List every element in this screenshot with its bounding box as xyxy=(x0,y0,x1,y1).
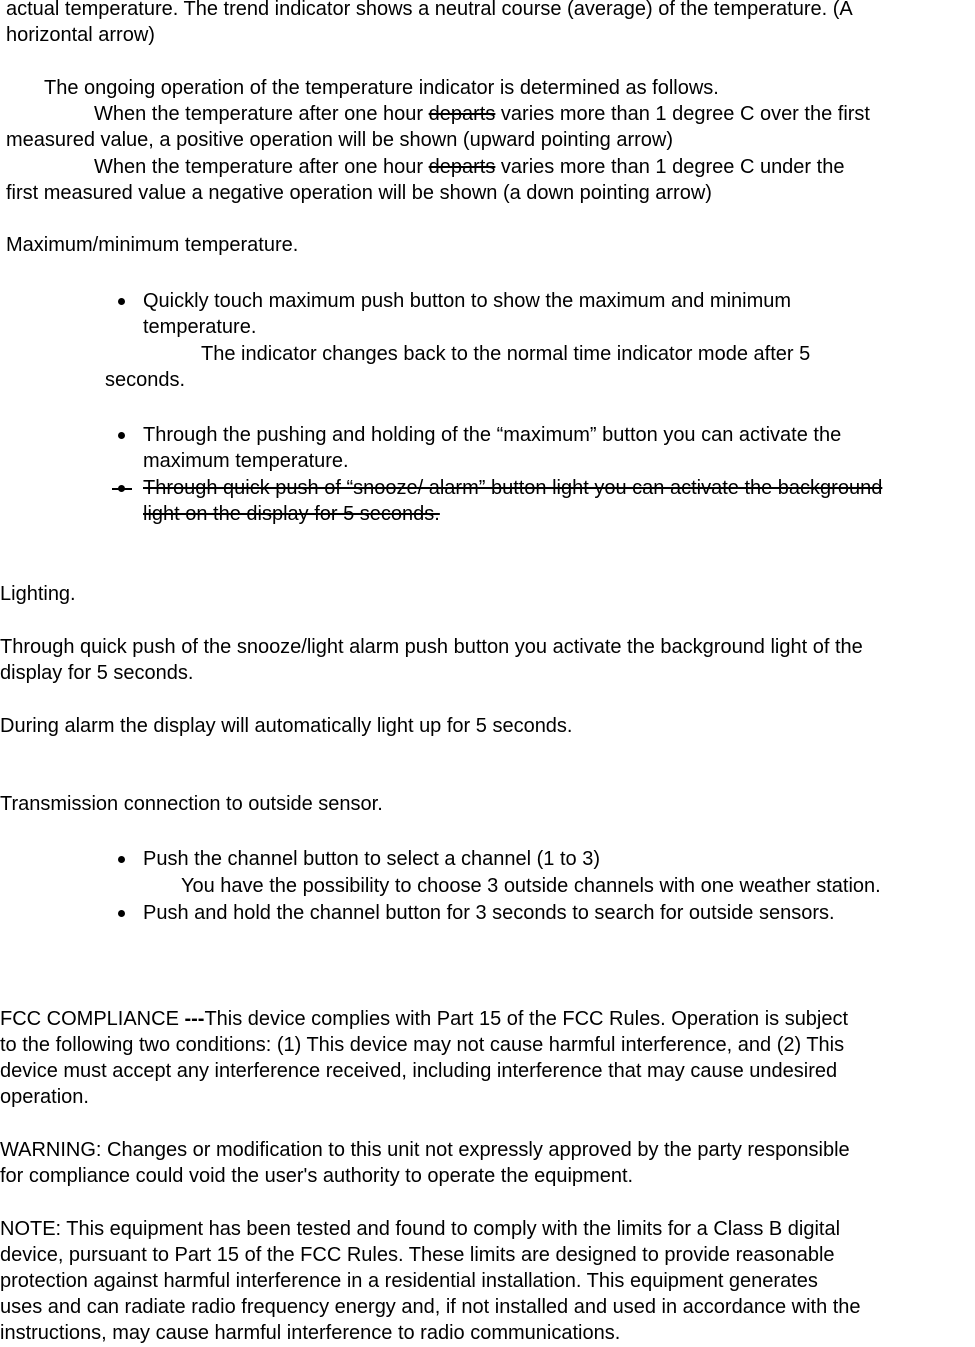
fcc-line2: to the following two conditions: (1) This device may not cause harmful interference, and (2) This xyxy=(0,1034,845,1056)
fcc-label: FCC COMPLIANCE xyxy=(0,1008,185,1030)
warning-line1: WARNING: Changes or modification to this unit not expressly approved by the party responsible xyxy=(0,1139,850,1161)
ongoing-rule1-struck: departs xyxy=(428,103,496,125)
fcc-dashes: --- xyxy=(184,1008,205,1030)
lighting-para1-line1: Through quick push of the snooze/light alarm push button you activate the background light of the xyxy=(0,636,863,658)
lighting-para2: During alarm the display will automatically light up for 5 seconds. xyxy=(0,715,573,737)
lighting-para1-line2: display for 5 seconds. xyxy=(0,662,194,684)
note-line4: uses and can radiate radio frequency energy and, if not installed and used in accordance with the xyxy=(0,1296,861,1318)
warning-line2: for compliance could void the user's authority to operate the equipment. xyxy=(0,1165,634,1187)
ongoing-intro: The ongoing operation of the temperature indicator is determined as follows. xyxy=(44,77,719,99)
transmission-bullet2: Push and hold the channel button for 3 seconds to search for outside sensors. xyxy=(143,902,835,924)
lighting-heading: Lighting. xyxy=(0,583,76,605)
maxmin-bullet1-note-line2: seconds. xyxy=(105,369,186,391)
ongoing-rule1 xyxy=(94,101,870,127)
note-line3: protection against harmful interference in a residential installation. This equipment generates xyxy=(0,1270,818,1292)
bullet-icon xyxy=(118,298,125,305)
maxmin-bullet1-line2: temperature. xyxy=(143,316,257,338)
transmission-bullet1-note: You have the possibility to choose 3 outside channels with one weather station. xyxy=(181,875,881,897)
maxmin-bullet1-line1: Quickly touch maximum push button to show the maximum and minimum xyxy=(143,290,792,312)
ongoing-rule2-line2: first measured value a negative operation will be shown (a down pointing arrow) xyxy=(6,182,712,204)
bullet-icon xyxy=(118,432,125,439)
ongoing-rule2-text-a: When the temperature after one hour xyxy=(94,156,429,178)
maxmin-bullet2-line1: Through the pushing and holding of the “maximum” button you can activate the xyxy=(143,424,842,446)
fcc-line4: operation. xyxy=(0,1086,89,1108)
trend-intro-line1: actual temperature. The trend indicator shows a neutral course (average) of the temperature. (A xyxy=(6,0,853,20)
note-line1: NOTE: This equipment has been tested and found to comply with the limits for a Class B digital xyxy=(0,1218,841,1240)
ongoing-rule1-text-b: varies more than 1 degree C over the first xyxy=(495,103,870,125)
fcc-line1-rest: This device complies with Part 15 of the FCC Rules. Operation is subject xyxy=(204,1008,849,1030)
ongoing-rule1-text-a: When the temperature after one hour xyxy=(94,103,429,125)
strike-line xyxy=(112,488,132,490)
maxmin-bullet3-line2-struck: light on the display for 5 seconds. xyxy=(143,503,440,525)
transmission-bullet1: Push the channel button to select a channel (1 to 3) xyxy=(143,848,600,870)
transmission-heading: Transmission connection to outside sensor. xyxy=(0,793,383,815)
bullet-icon xyxy=(118,856,125,863)
maxmin-bullet1-note-line1: The indicator changes back to the normal time indicator mode after 5 xyxy=(201,343,811,365)
ongoing-rule2 xyxy=(94,154,844,180)
fcc-line1 xyxy=(0,1006,848,1032)
ongoing-rule2-text-b: varies more than 1 degree C under the xyxy=(495,156,845,178)
note-line5: instructions, may cause harmful interference to radio communications. xyxy=(0,1322,621,1344)
bullet-icon xyxy=(118,910,125,917)
ongoing-rule2-struck: departs xyxy=(428,156,496,178)
maxmin-bullet3-line1-struck: Through quick push of “snooze/ alarm” button light you can activate the background xyxy=(143,477,883,499)
trend-intro-line2: horizontal arrow) xyxy=(6,24,155,46)
maxmin-heading: Maximum/minimum temperature. xyxy=(6,234,299,256)
note-line2: device, pursuant to Part 15 of the FCC Rules. These limits are designed to provide reasonable xyxy=(0,1244,835,1266)
maxmin-bullet2-line2: maximum temperature. xyxy=(143,450,349,472)
ongoing-rule1-line2: measured value, a positive operation will be shown (upward pointing arrow) xyxy=(6,129,674,151)
fcc-line3: device must accept any interference received, including interference that may cause undesired xyxy=(0,1060,838,1082)
